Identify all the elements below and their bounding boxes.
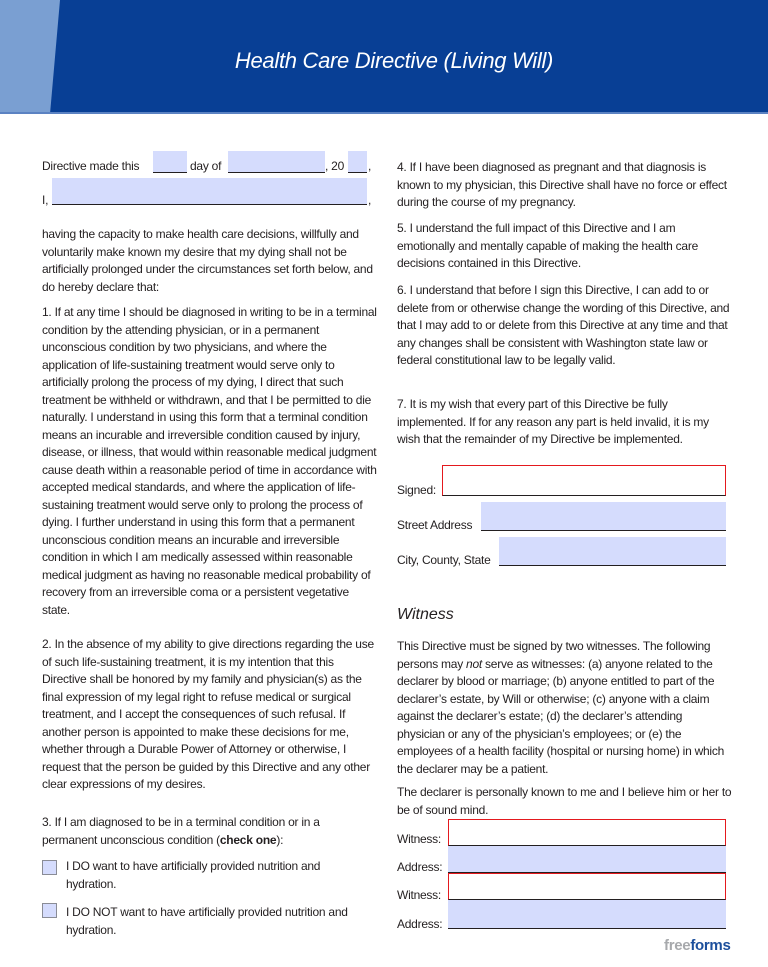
- directive-made-label: Directive made this: [42, 159, 140, 173]
- witness-2-address-field[interactable]: [448, 900, 726, 929]
- declarer-name-field[interactable]: [52, 178, 367, 205]
- do-want-checkbox[interactable]: [42, 860, 57, 875]
- day-of-label: day of: [190, 159, 222, 173]
- witness-2-signature-field[interactable]: [448, 873, 726, 900]
- comma: ,: [368, 193, 372, 207]
- witness-2-label: Witness:: [397, 888, 442, 902]
- logo-free: free: [664, 937, 691, 954]
- section-1-paragraph: 1. If at any time I should be diagnosed in writing to be in a terminal condition by the attending physician, or in a permanent unconscious condition by two physicians, and where the application of life-sustaining treatment would serve only to artificially prolong the process of my dying, I direct that such treatment be withheld or withdrawn, and that I be permitted to die naturally. I understand in using this form that a terminal condition means an incurable and irreversible condition caused by injury, disease, or illness, that would within reasonable medical judgment cause death within a reasonable period of time in accordance with accepted medical standards, and where the application of life-sustaining treatment would serve only to prolong the process of dying. I further understand in using this form that a permanent unconscious condition means an incurable and irreversible condition in which I am medically assessed within reasonable medical judgment as having no reasonable medical probability of recovery from an irreversible coma or a persistent vegetative state.: [42, 305, 377, 617]
- city-county-state-label: City, County, State: [397, 553, 491, 567]
- check-one-emphasis: check one: [219, 832, 277, 847]
- month-field[interactable]: [228, 151, 325, 173]
- logo-forms: forms: [690, 937, 731, 954]
- section-6-paragraph: 6. I understand that before I sign this Directive, I can add to or delete from or otherwise change the wording of this Directive, and that I may add to or delete from this Directive at any time and that any changes shall be consistent with Washington state law or federal constitutional law to be legally valid.: [397, 283, 730, 367]
- declaration-paragraph: having the capacity to make health care decisions, willfully and voluntarily make known my desire that my dying shall not be artificially prolonged under the circumstances set forth below, and do hereby declare that:: [42, 227, 373, 294]
- section-7-paragraph: 7. It is my wish that every part of this Directive be fully implemented. If for any reason any part is held invalid, it is my wish that the remainder of my Directive be implemented.: [397, 397, 709, 446]
- i-label: I,: [42, 193, 49, 207]
- witness-1-signature-field[interactable]: [448, 819, 726, 846]
- witness-1-label: Witness:: [397, 832, 442, 846]
- witness-1-address-field[interactable]: [448, 846, 726, 873]
- not-emphasis: not: [466, 656, 482, 671]
- do-not-want-checkbox[interactable]: [42, 903, 57, 918]
- witness-text-continued: serve as witnesses: (a) anyone related to the declarer by blood or marriage; (b) anyone entitled to part of the declarer’s estate, by Will or otherwise; (c) anyone with a claim against the declarer’s estate; (d) the declarer’s attending physician or any of the physician’s employees; or (e) the employees of a health facility (hospital or nursing home) in which the declarer may be a patient.: [397, 656, 725, 776]
- year-prefix-label: , 20: [325, 159, 345, 173]
- street-address-field[interactable]: [481, 502, 726, 531]
- day-field[interactable]: [153, 151, 187, 173]
- freeforms-logo: [664, 937, 731, 954]
- do-want-label: I DO want to have artificially provided nutrition and hydration.: [66, 859, 321, 891]
- declarer-statement: The declarer is personally known to me and I believe him or her to be of sound mind.: [397, 785, 732, 817]
- address-1-label: Address:: [397, 860, 443, 874]
- section-4-paragraph: 4. If I have been diagnosed as pregnant and that diagnosis is known to my physician, this Directive shall have no force or effect during the course of my pregnancy.: [397, 160, 727, 209]
- do-not-want-label: I DO NOT want to have artificially provided nutrition and hydration.: [66, 905, 348, 937]
- section-2-paragraph: 2. In the absence of my ability to give directions regarding the use of such life-sustaining treatment, it is my intention that this Directive shall be honored by my family and physician(s) as the final expression of my legal right to refuse medical or surgical treatment, and I accept the consequences of such refusal. If another person is appointed to make these decisions for me, whether through a Durable Power of Attorney or otherwise, I request that the person be guided by this Directive and any other clear expressions of my desires.: [42, 637, 374, 791]
- section-3-paragraph: [42, 814, 377, 849]
- city-county-state-field[interactable]: [499, 537, 726, 566]
- section-5-paragraph: 5. I understand the full impact of this Directive and I am emotionally and mentally capable of making the health care decisions contained in this Directive.: [397, 221, 699, 270]
- section-3-text: 3. If I am diagnosed to be in a terminal condition or in a permanent unconscious condition (: [42, 815, 320, 847]
- header-banner: [0, 0, 768, 114]
- signed-label: Signed:: [397, 483, 436, 497]
- comma: ,: [368, 159, 372, 173]
- header-divider: [0, 112, 768, 114]
- year-field[interactable]: [348, 151, 367, 173]
- witness-heading: Witness: [397, 606, 454, 623]
- street-address-label: Street Address: [397, 518, 473, 532]
- page-title: Health Care Directive (Living Will): [234, 48, 554, 73]
- address-2-label: Address:: [397, 917, 443, 931]
- witness-text: This Directive must be signed by two witnesses. The following persons may: [397, 639, 711, 671]
- witness-instructions: [397, 638, 732, 778]
- section-3-suffix: ):: [276, 832, 284, 847]
- signature-field[interactable]: [442, 465, 726, 496]
